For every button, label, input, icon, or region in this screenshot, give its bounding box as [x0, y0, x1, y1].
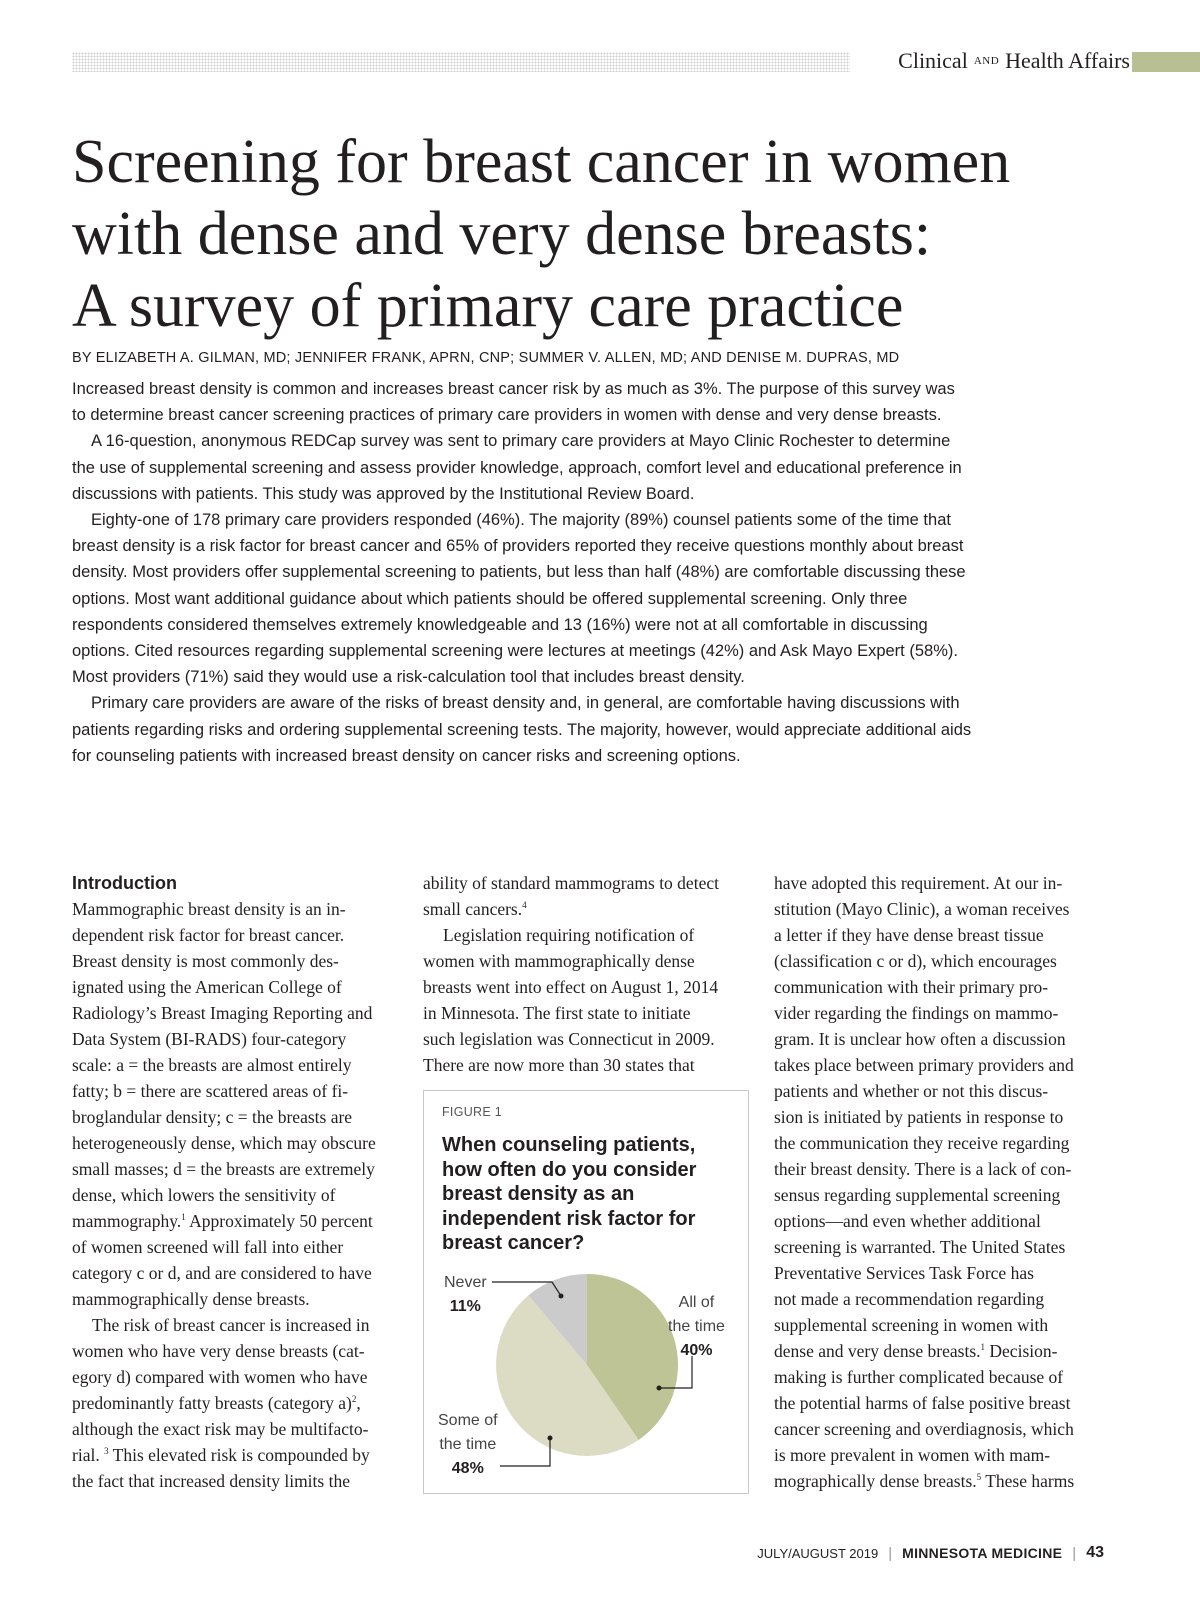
- section-label-and: AND: [973, 55, 1000, 67]
- footer-separator: |: [888, 1544, 893, 1562]
- text-line: cancer screening and overdiagnosis, which: [774, 1419, 1074, 1439]
- abstract-paragraph: A 16-question, anonymous REDCap survey was sent to primary care providers at Mayo Clinic Rochester to determine the use of supplemental screening and assess provider knowledge, approach, comfort level and educational preference in discussions with patients. This study was approved by the Institutional Review Board.: [72, 432, 962, 503]
- text-line: Radiology’s Breast Imaging Reporting and: [72, 1003, 373, 1023]
- body-column-3: [774, 870, 1104, 1494]
- figure-1: [423, 1090, 749, 1494]
- pie-label-never: [444, 1271, 487, 1319]
- text-line: predominantly fatty breasts (category a)$^2$,: [72, 1393, 361, 1413]
- text-line: screening is warranted. The United States: [774, 1237, 1066, 1257]
- citation-ref: 1: [181, 1212, 186, 1223]
- text-line: heterogeneously dense, which may obscure: [72, 1133, 376, 1153]
- text-line: the potential harms of false positive breast: [774, 1393, 1071, 1413]
- text-line: such legislation was Connecticut in 2009.: [423, 1029, 715, 1049]
- body-paragraph: [774, 870, 1104, 1494]
- abstract-paragraph: Increased breast density is common and increases breast cancer risk by as much as 3%. The purpose of this survey was to determine breast cancer screening practices of primary care providers in women with dense and very dense breasts.: [72, 380, 955, 425]
- body-paragraph: [423, 922, 753, 1078]
- pie-label-all-pct: 40%: [680, 1342, 713, 1359]
- text-line: sensus regarding supplemental screening: [774, 1185, 1061, 1205]
- text-line: Data System (BI-RADS) four-category: [72, 1029, 347, 1049]
- leader-dot-never: [559, 1294, 564, 1299]
- text-line: not made a recommendation regarding: [774, 1289, 1045, 1309]
- body-paragraph: [423, 870, 753, 922]
- citation-ref: 4: [522, 900, 527, 911]
- text-line: stitution (Mayo Clinic), a woman receives: [774, 899, 1070, 919]
- text-line: their breast density. There is a lack of con-: [774, 1159, 1072, 1179]
- body-column-1: [72, 870, 402, 1494]
- text-line: fatty; b = there are scattered areas of fi-: [72, 1081, 349, 1101]
- text-line: of women screened will fall into either: [72, 1237, 344, 1257]
- figure-label: FIGURE 1: [442, 1105, 503, 1119]
- footer-separator: |: [1072, 1544, 1077, 1562]
- citation-ref: 5: [976, 1472, 982, 1483]
- figure-title-line: how often do you consider: [442, 1158, 697, 1181]
- text-line: takes place between primary providers and: [774, 1055, 1074, 1075]
- citation-ref: 2: [351, 1394, 357, 1405]
- text-line: mammographically dense breasts.: [72, 1289, 310, 1309]
- section-accent-bar: [1132, 52, 1200, 72]
- text-line: the fact that increased density limits the: [72, 1471, 350, 1491]
- text-line: Mammographic breast density is an in-: [72, 899, 346, 919]
- article-title: [72, 126, 1152, 342]
- text-line: sion is initiated by patients in response to: [774, 1107, 1064, 1127]
- text-line: communication with their primary pro-: [774, 977, 1049, 997]
- text-line: have adopted this requirement. At our in-: [774, 873, 1063, 893]
- text-line: a letter if they have dense breast tissue: [774, 925, 1044, 945]
- byline: BY ELIZABETH A. GILMAN, MD; JENNIFER FRANK, APRN, CNP; SUMMER V. ALLEN, MD; AND DENISE M. DUPRAS, MD: [72, 350, 900, 366]
- text-line: Preventative Services Task Force has: [774, 1263, 1034, 1283]
- article-title-line: A survey of primary care practice: [72, 272, 904, 340]
- text-line: options—and even whether additional: [774, 1211, 1041, 1231]
- text-line: although the exact risk may be multifacto-: [72, 1419, 369, 1439]
- body-column-2: [423, 870, 753, 1078]
- abstract-paragraph: Eighty-one of 178 primary care providers responded (46%). The majority (89%) counsel patients some of the time that breast density is a risk factor for breast cancer and 65% of providers reported they receive questions monthly about breast density. Most providers offer supplemental screening to patients, but less than half (48%) are comfortable discussing these options. Most want additional guidance about which patients should be offered supplemental screening. Only three respondents considered themselves extremely knowledgeable and 13 (16%) were not at all comfortable in discussing options. Cited resources regarding supplemental screening were lectures at meetings (42%) and Ask Mayo Expert (58%). Most providers (71%) said they would use a risk-calculation tool that includes breast density.: [72, 511, 966, 687]
- text-line: small cancers.$^4$: [423, 899, 527, 919]
- leader-dot-some: [548, 1436, 553, 1441]
- page-footer: [757, 1544, 1104, 1562]
- section-label-health-affairs: Health Affairs: [1005, 48, 1130, 73]
- text-line: The risk of breast cancer is increased in: [92, 1315, 370, 1335]
- text-line: patients and whether or not this discus-: [774, 1081, 1049, 1101]
- pie-label-some-text-2: the time: [439, 1436, 497, 1453]
- text-line: making is further complicated because of: [774, 1367, 1064, 1387]
- text-line: is more prevalent in women with mam-: [774, 1445, 1051, 1465]
- figure-title-line: breast density as an: [442, 1183, 635, 1205]
- abstract-paragraph: Primary care providers are aware of the risks of breast density and, in general, are comfortable having discussions with patients regarding risks and ordering supplemental screening tests. The majority, however, would appreciate additional aids for counseling patients with increased breast density on cancer risks and screening options.: [72, 694, 972, 765]
- article-title-line: with dense and very dense breasts:: [72, 200, 932, 268]
- text-line: dense and very dense breasts.$^1$ Decision-: [774, 1341, 1058, 1361]
- section-label-clinical: Clinical: [898, 48, 968, 73]
- abstract: [72, 376, 972, 769]
- text-line: There are now more than 30 states that: [423, 1055, 695, 1075]
- text-line: women who have very dense breasts (cat-: [72, 1341, 365, 1361]
- text-line: supplemental screening in women with: [774, 1315, 1049, 1335]
- body-paragraph: [72, 896, 402, 1312]
- figure-title-line: When counseling patients,: [442, 1134, 696, 1156]
- pie-label-never-text: Never: [444, 1274, 487, 1291]
- text-line: vider regarding the findings on mammo-: [774, 1003, 1059, 1023]
- body-paragraph: [72, 1312, 402, 1494]
- figure-title-line: breast cancer?: [442, 1232, 585, 1254]
- pie-label-all: [668, 1291, 725, 1363]
- text-line: the communication they receive regarding: [774, 1133, 1070, 1153]
- footer-magazine: MINNESOTA MEDICINE: [902, 1545, 1063, 1561]
- text-line: (classification c or d), which encourages: [774, 951, 1057, 971]
- text-line: egory d) compared with women who have: [72, 1367, 368, 1387]
- text-line: scale: a = the breasts are almost entirely: [72, 1055, 352, 1075]
- text-line: mammography.$^1$ Approximately 50 percent: [72, 1211, 373, 1231]
- pie-label-some: [438, 1409, 498, 1481]
- text-line: broglandular density; c = the breasts are: [72, 1107, 353, 1127]
- text-line: ignated using the American College of: [72, 977, 342, 997]
- text-line: dense, which lowers the sensitivity of: [72, 1185, 336, 1205]
- figure-title-line: independent risk factor for: [442, 1207, 696, 1230]
- footer-issue: JULY/AUGUST 2019: [757, 1545, 879, 1561]
- text-line: Breast density is most commonly des-: [72, 951, 339, 971]
- text-line: ability of standard mammograms to detect: [423, 873, 719, 893]
- text-line: small masses; d = the breasts are extremely: [72, 1159, 375, 1179]
- pie-label-some-text-1: Some of: [438, 1412, 498, 1429]
- citation-ref: 3: [104, 1446, 109, 1457]
- header-dot-pattern: [72, 52, 850, 72]
- text-line: gram. It is unclear how often a discussion: [774, 1029, 1066, 1049]
- text-line: women with mammographically dense: [423, 951, 695, 971]
- text-line: breasts went into effect on August 1, 2014: [423, 977, 719, 997]
- text-line: dependent risk factor for breast cancer.: [72, 925, 345, 945]
- text-line: category c or d, and are considered to have: [72, 1263, 372, 1283]
- citation-ref: 1: [980, 1342, 986, 1353]
- text-line: rial. $^3$ This elevated risk is compounded by: [72, 1445, 370, 1465]
- text-line: Legislation requiring notification of: [443, 925, 695, 945]
- pie-label-never-pct: 11%: [449, 1298, 481, 1315]
- section-heading-introduction: Introduction: [72, 873, 177, 893]
- leader-dot-all: [657, 1386, 662, 1391]
- section-label: [850, 46, 1130, 76]
- page-number: 43: [1086, 1544, 1104, 1561]
- pie-label-all-text-2: the time: [668, 1318, 725, 1335]
- article-title-line: Screening for breast cancer in women: [72, 128, 1011, 196]
- text-line: mographically dense breasts.$^5$ These harms: [774, 1471, 1075, 1491]
- pie-label-some-pct: 48%: [451, 1460, 484, 1477]
- text-line: in Minnesota. The first state to initiate: [423, 1003, 691, 1023]
- pie-label-all-text-1: All of: [678, 1294, 715, 1311]
